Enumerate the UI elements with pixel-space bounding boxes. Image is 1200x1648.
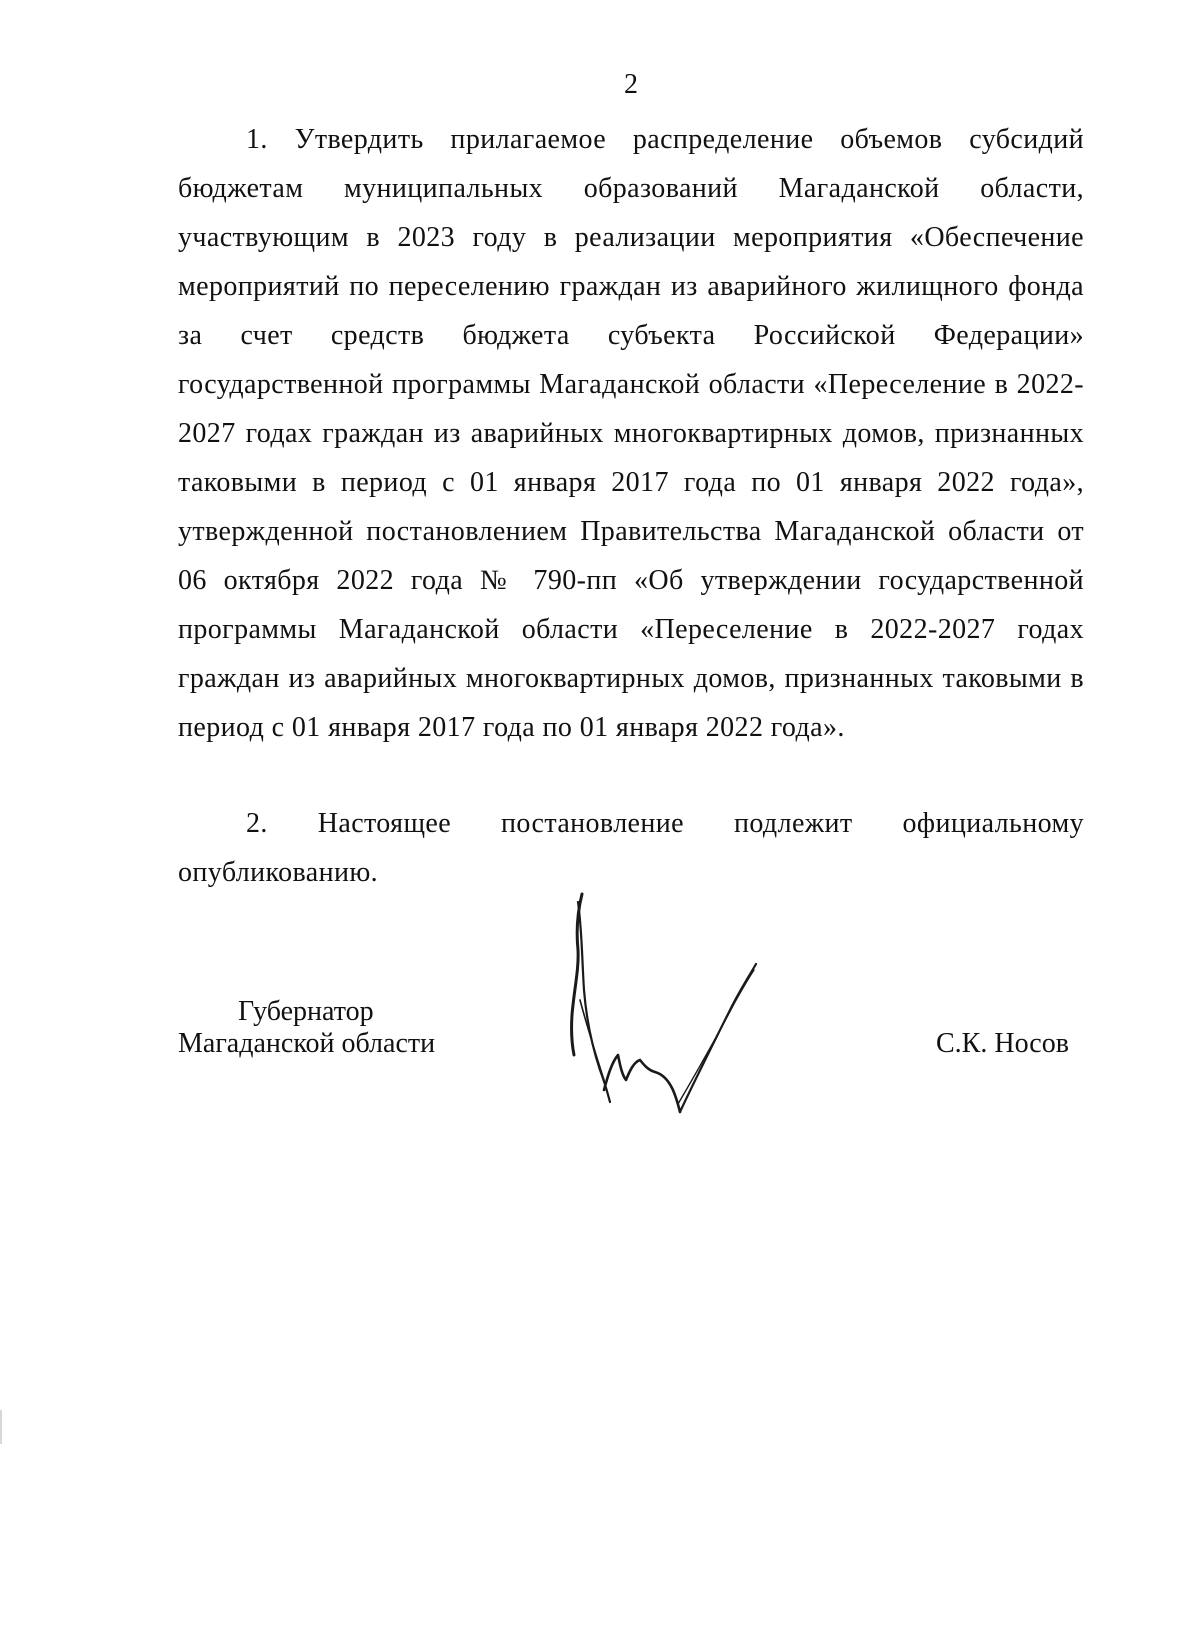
signatory-name: С.К. Носов — [936, 1028, 1069, 1059]
paragraph-1: 1. Утвердить прилагаемое распределение объемов субсидий бюджетам муниципальных образований Магаданской области, участвующим в 2023 году в реализации мероприятия «Обеспечение мероприятий по переселению граждан из аварийного жилищного фонда за счет средств бюджета субъекта Российской Федерации» государственной программы Магаданской области «Переселение в 2022-2027 годах граждан из аварийных многоквартирных домов, признанных таковыми в период с 01 января 2017 года по 01 января 2022 года», утвержденной постановлением Правительства Магаданской области от 06 октября 2022 года № 790-пп «Об утверждении государственной программы Магаданской области «Переселение в 2022-2027 годах граждан из аварийных многоквартирных домов, признанных таковыми в период с 01 января 2017 года по 01 января 2022 года». — [178, 124, 1084, 743]
scan-edge-mark — [0, 1410, 2, 1444]
signatory-position — [178, 996, 435, 1060]
position-title: Губернатор — [238, 996, 374, 1027]
paragraph-2: 2. Настоящее постановление подлежит официальному опубликованию. — [178, 808, 1084, 888]
position-region: Магаданской области — [178, 1028, 436, 1059]
page-number: 2 — [624, 69, 638, 100]
handwritten-signature — [560, 890, 800, 1130]
